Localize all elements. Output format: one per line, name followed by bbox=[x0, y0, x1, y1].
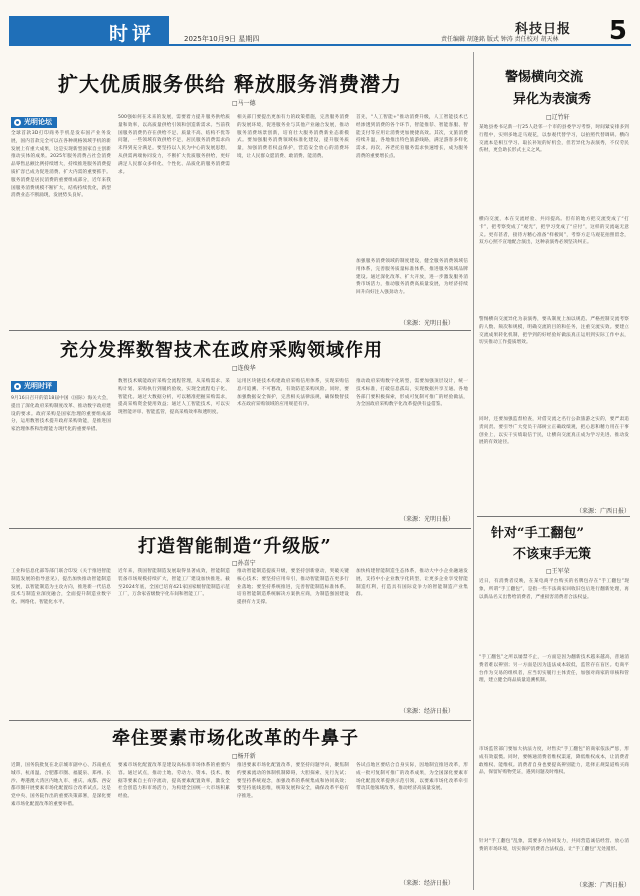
article1-byline: □马一德 bbox=[232, 100, 256, 107]
right2-para3: 市场监管部门要加大执法力度，对售卖“手工翻包”的商家依法严惩，形成有效震慑。同时，要畅通消费者维权渠道，降低维权成本，让消费者敢维权、能维权。消费者自身也要提高辨别能力，选择正规渠道购买商品，保留好购物凭证，遇到问题及时维权。 bbox=[479, 747, 629, 776]
right1-title-line2: 异化为表演秀 bbox=[513, 92, 592, 107]
article1-col1: 全球首款3D打印商务手机是发布国产业务发展，国内首款完全可以在各种规格领域手机的新发展上有重大成果，这是实现新型国家自主创新推动实体的成果。2025年服务消费占社会消费品零售总额比例持续增大，持续推进服务消费提质扩容已成为促进消费、扩大内需的重要抓手。服务消费是居民消费的重要组成部分，近年来我国服务消费规模不断扩大，结构持续优化，新型消费业态不断涌现，发展势头良好。 bbox=[11, 131, 111, 199]
right1-source: （来源：广西日报） bbox=[576, 508, 631, 515]
article2-tag bbox=[11, 381, 57, 392]
right1-para1: 某地县委书记新一行25人赴邻一个市的县委学习考察，时间紧安排多到行程中，实则多地走马观花，以参观代替学习，以拍照代替调研。横向交流本是相互学习、取长补短的好机会，但若异化为表演秀，不仅劳民伤财，更会助长形式主义之风。 bbox=[479, 125, 629, 154]
article2-col4: 推动政府采购数字化转型，需要加强顶层设计，统一技术标准，打破信息孤岛，实现数据共享互通。各地各部门要积极探索，形成可复制可推广的经验做法，为全国政府采购数字化改革提供有益借鉴。 bbox=[356, 379, 468, 408]
right2-para1: 近日，有消费者反映，在某电商平台购买的名牌包存在“手工翻包”现象，所谓“手工翻包”，是指一些不法商家回收旧包后进行翻新处理，再以新品名义出售给消费者，严重损害消费者合法权益。 bbox=[479, 579, 629, 600]
right2-source: （来源：广西日报） bbox=[576, 882, 631, 889]
right2-byline: □王军荣 bbox=[546, 568, 570, 575]
page-number: 5 bbox=[608, 16, 627, 46]
editor-credits: 责任编辑 胡逢銘 版式 钟涛 责任校对 胡天林 bbox=[441, 36, 559, 43]
header-rule bbox=[169, 44, 631, 46]
right2-title-line1: 针对“手工翻包” bbox=[491, 526, 584, 541]
divider-2 bbox=[9, 528, 471, 529]
article4-byline: □杨开新 bbox=[232, 753, 256, 760]
issue-date: 2025年10月9日 星期四 bbox=[184, 35, 260, 43]
divider-right bbox=[477, 516, 630, 517]
article2-title: 充分发挥数智技术在政府采购领域作用 bbox=[60, 340, 383, 361]
article1-source: （来源：光明日报） bbox=[400, 320, 455, 327]
right1-para4: 同时，还要加强监督检查，对借交流之名行公款旅游之实的，要严肃追责问责。要引导广大党员干部树立正确政绩观，把心思和精力用在干事创业上，以实干实绩取信于民，让横向交流真正成为学习先进、推动发展的有效途径。 bbox=[479, 417, 629, 446]
article4-col2: 要素市场化配置改革是建设高标准市场体系的重要内容。通过试点，推动土地、劳动力、资本、技术、数据等要素自主有序流动，提高要素配置效率，激发全社会创造力和市场活力，为构建全国统一大市场积累经验。 bbox=[118, 763, 230, 800]
article2-tag-label: 光明时评 bbox=[24, 382, 52, 390]
right2-title-line2: 不该束手无策 bbox=[513, 547, 592, 562]
article1-col3: 相关部门要提出更加有力的政策措施，完善服务消费的发展环境，促进服务业与其他产业融合发展，推动服务消费场景创新，培育壮大服务消费新业态新模式。要加强服务消费领域标准化建设，提升服务质量，加强消费者权益保护，营造安全放心的消费环境，让人民群众愿消费、敢消费、能消费。 bbox=[237, 115, 349, 159]
article2-col2: 数智技术赋能政府采购全流程管理，从采购需求、采购计划、采购执行到履约验收，实现全流程电子化、智能化。通过大数据分析，可以精准把握采购需求，提高采购资金使用效益；通过人工智能技术，可以实现智能评审、智能监管，提高采购效率和透明度。 bbox=[118, 379, 230, 416]
article3-title: 打造智能制造“升级版” bbox=[138, 536, 332, 557]
article3-source: （来源：经济日报） bbox=[400, 708, 455, 715]
right1-title-line1: 警惕横向交流 bbox=[505, 70, 584, 85]
article3-byline: □孙喜宁 bbox=[232, 560, 256, 567]
article2-col1: 9月16日召开的第18届中国（国际）海关大会，提出了深化政府采购制度改革、推动数字政府建设的要求。政府采购是国家治理的重要组成部分，运用数智技术提升政府采购效能，是推进国家治理体系和治理能力现代化的重要举措。 bbox=[11, 396, 111, 433]
newspaper-logo: 科技日报 bbox=[515, 22, 572, 37]
right1-byline: □辽竹轩 bbox=[546, 114, 570, 121]
divider-3 bbox=[9, 720, 471, 721]
article1-tag-label: 光明论坛 bbox=[24, 118, 52, 126]
article4-title: 牵住要素市场化改革的牛鼻子 bbox=[112, 728, 359, 749]
article2-source: （来源：光明日报） bbox=[400, 516, 455, 523]
page-header bbox=[9, 16, 631, 46]
divider-1 bbox=[9, 330, 471, 331]
article3-col4: 加快构建智能制造生态体系，推动大中小企业融通发展，支持中小企业数字化转型，让更多企业享受智能制造红利，打造具有国际竞争力的智能制造产业集群。 bbox=[356, 569, 468, 598]
article2-col3: 运用区块链技术构建政府采购信用体系，实现采购信息可追溯、不可篡改，有效防范采购风险。同时，要加强数据安全保护，完善相关法律法规，确保数智技术在政府采购领域的应用规范有序。 bbox=[237, 379, 349, 408]
article4-col3: 推进要素市场化配置改革，要坚持问题导向，聚焦制约要素流动的体制机制障碍，大胆探索、先行先试；要坚持系统观念，加强改革的系统集成和协同高效；要坚持底线思维，统筹发展和安全，确保改革平稳有序推进。 bbox=[237, 763, 349, 800]
right1-para3: 警惕横向交流异化为表演秀，要从制度上加以规范。严格控制交流考察的人数、频次和规模，明确交流的目的和任务，注重交流实效。要建立交流成果转化机制，把学到的好经验好做法真正运用到实际工作中去，切实推动工作提质增效。 bbox=[479, 317, 629, 346]
article3-col3: 推动智能制造提质升级，要坚持创新驱动，突破关键核心技术；要坚持应用牵引，推动智能制造在更多行业落地；要坚持系统推进，完善智能制造标准体系，培育智能制造系统解决方案供应商，为制造强国建设提供有力支撑。 bbox=[237, 569, 349, 606]
article1-col4b: 加强服务消费领域的制度建设，健全服务消费领域信用体系，完善服务质量标准体系，推进服务领域品牌建设。通过深化改革、扩大开放，进一步激发服务消费市场活力，推动服务消费高质量发展，为经济持续回升向好注入强劲动力。 bbox=[356, 259, 468, 296]
article1-title: 扩大优质服务供给 释放服务消费潜力 bbox=[58, 72, 402, 96]
article1-col4: 首先，“人工智能+”推动消费升级，人工智能技术已经渗透到消费的各个环节，智能推荐、智能客服、智能支付等应用让消费更加便捷高效。其次，文旅消费持续升温，各地推出特色旅游线路，满足游客多样化需求。再次，养老托育服务需求快速增长，成为服务消费的重要增长点。 bbox=[356, 115, 468, 159]
right1-para2: 横向交流，本在交流经验、共同提高。但有的地方把交流变成了“打卡”，把考察变成了“观光”，把学习变成了“应付”，这样的交流毫无意义。更有甚者，接待方精心准备“样板间”，考察方走马观花拍照留念，双方心照不宣地配合演出，这种表演秀必须坚决纠正。 bbox=[479, 217, 629, 246]
article4-source: （来源：经济日报） bbox=[400, 880, 455, 887]
section-banner bbox=[9, 16, 169, 46]
right2-para2: “手工翻包”之所以屡禁不止，一方面是因为翻新技术越来越高，普通消费者难以辨别；另一方面是因为违法成本较低，监管存在盲区。电商平台作为交易的组织者，应当切实履行主体责任，加强对商家的审核和管理，建立健全商品质量追溯机制。 bbox=[479, 655, 629, 684]
right2-para4: 针对“手工翻包”乱象，需要多方协同发力，共同营造诚信经营、放心消费的市场环境，切实保护消费者合法权益，让“手工翻包”无处遁形。 bbox=[479, 839, 629, 852]
article1-tag bbox=[11, 117, 57, 128]
section-title: 时评 bbox=[109, 23, 156, 45]
article4-col4: 各试点地区要结合自身实际，因地制宜推进改革，形成一批可复制可推广的改革成果，为全国深化要素市场化配置改革提供示范引领，以要素市场化改革牵引带动其他领域改革，推动经济高质量发展。 bbox=[356, 763, 468, 792]
article4-col1: 近期，国务院批复在北京城市副中心、苏南重点城市、杭甬温、合肥都市圈、福厦泉、郑州、长沙、粤港澳大湾区内地九市、重庆、成都、西安都市圈开展要素市场化配置综合改革试点。这是党中央、国务院作出的重要决策部署，是深化要素市场化配置改革的重要举措。 bbox=[11, 763, 111, 807]
article3-col2: 近年来，我国智能制造发展取得显著成效，智能制造装备市场规模持续扩大，智能工厂建设加快推进。截至2024年底，全国已培育421家国家级智能制造示范工厂，万余家省级数字化车间和智能工厂。 bbox=[118, 569, 230, 598]
article2-byline: □连俊华 bbox=[232, 365, 256, 372]
column-divider bbox=[473, 52, 474, 890]
article3-col1: 工业和信息化部等部门联合印发《关于推进智能制造发展的指导意见》，提出加快推动智能制造发展，以智能制造为主攻方向，推进新一代信息技术与制造业深度融合，全面提升制造业数字化、网络化、智能化水平。 bbox=[11, 569, 111, 606]
article1-col2: 500强如何在未来的发展，需要着力提升服务供给质量和效率，以高质量供给引领和创造新需求。当前我国服务消费仍存在供给不足、质量不高、结构不优等问题，一些领域有效供给不足，居民服务消费需求尚未得到充分满足。要坚持以人民为中心的发展思想，从供需两端协同发力，不断扩大优质服务供给，更好满足人民群众多样化、个性化、品质化的服务消费需求。 bbox=[118, 115, 230, 175]
